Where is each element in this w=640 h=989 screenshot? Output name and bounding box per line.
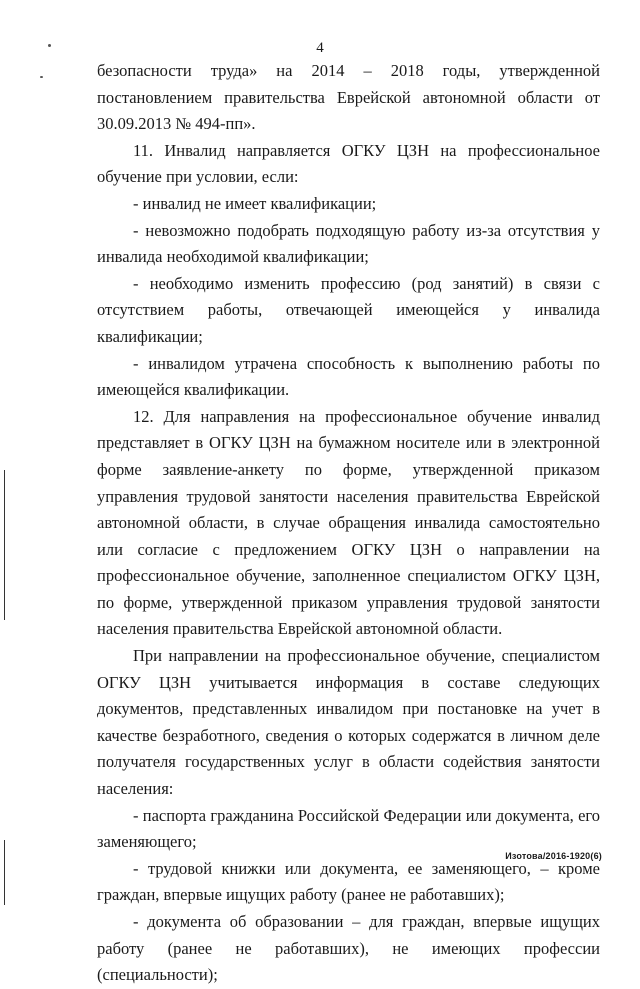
paragraph: - невозможно подобрать подходящую работу из-за отсутствия у инвалида необходимой квалификации;	[97, 220, 600, 267]
document-code: Изотова/2016-1920(6)	[505, 851, 602, 861]
paragraph: - необходимо изменить профессию (род занятий) в связи с отсутствием работы, отвечающей имеющейся у инвалида квалификации;	[97, 273, 600, 346]
paragraph: 11. Инвалид направляется ОГКУ ЦЗН на профессиональное обучение при условии, если:	[97, 140, 600, 187]
paragraph: - трудовой книжки или документа, ее заменяющего, – кроме граждан, впервые ищущих работу (ранее не работавших);	[97, 858, 600, 905]
page-number: 4	[316, 40, 324, 56]
paragraph: - документа об образовании – для граждан, впервые ищущих работу (ранее не работавших), не имеющих профессии (специальности);	[97, 912, 600, 985]
paragraph: - инвалидом утрачена способность к выполнению работы по имеющейся квалификации.	[97, 353, 600, 400]
scan-speck	[40, 76, 43, 78]
paragraph: При направлении на профессиональное обучение, специалистом ОГКУ ЦЗН учитывается информация в составе следующих документов, представленных инвалидом при постановке на учет в качестве безработного, сведения о которых содержатся в личном деле получателя государственных услуг в области содействия занятости населения:	[97, 646, 600, 799]
scan-margin-line	[4, 470, 5, 620]
paragraph: - паспорта гражданина Российской Федерации или документа, его заменяющего;	[97, 805, 600, 852]
paragraph: 12. Для направления на профессиональное обучение инвалид представляет в ОГКУ ЦЗН на бумажном носителе или в электронной форме заявление-анкету по форме, утвержденной приказом управления трудовой занятости населения правительства Еврейской автономной области, в случае обращения инвалида самостоятельно или согласие с предложением ОГКУ ЦЗН о направлении на профессиональное обучение, заполненное специалистом ОГКУ ЦЗН, по форме, утвержденной приказом управления трудовой занятости населения правительства Еврейской автономной области.	[97, 406, 600, 639]
scan-margin-line-bottom	[4, 840, 5, 905]
paragraph: безопасности труда» на 2014 – 2018 годы, утвержденной постановлением правительства Еврейской автономной области от 30.09.2013 № 494-пп».	[97, 61, 600, 134]
document-body	[97, 58, 600, 989]
paragraph: - инвалид не имеет квалификации;	[133, 193, 377, 213]
